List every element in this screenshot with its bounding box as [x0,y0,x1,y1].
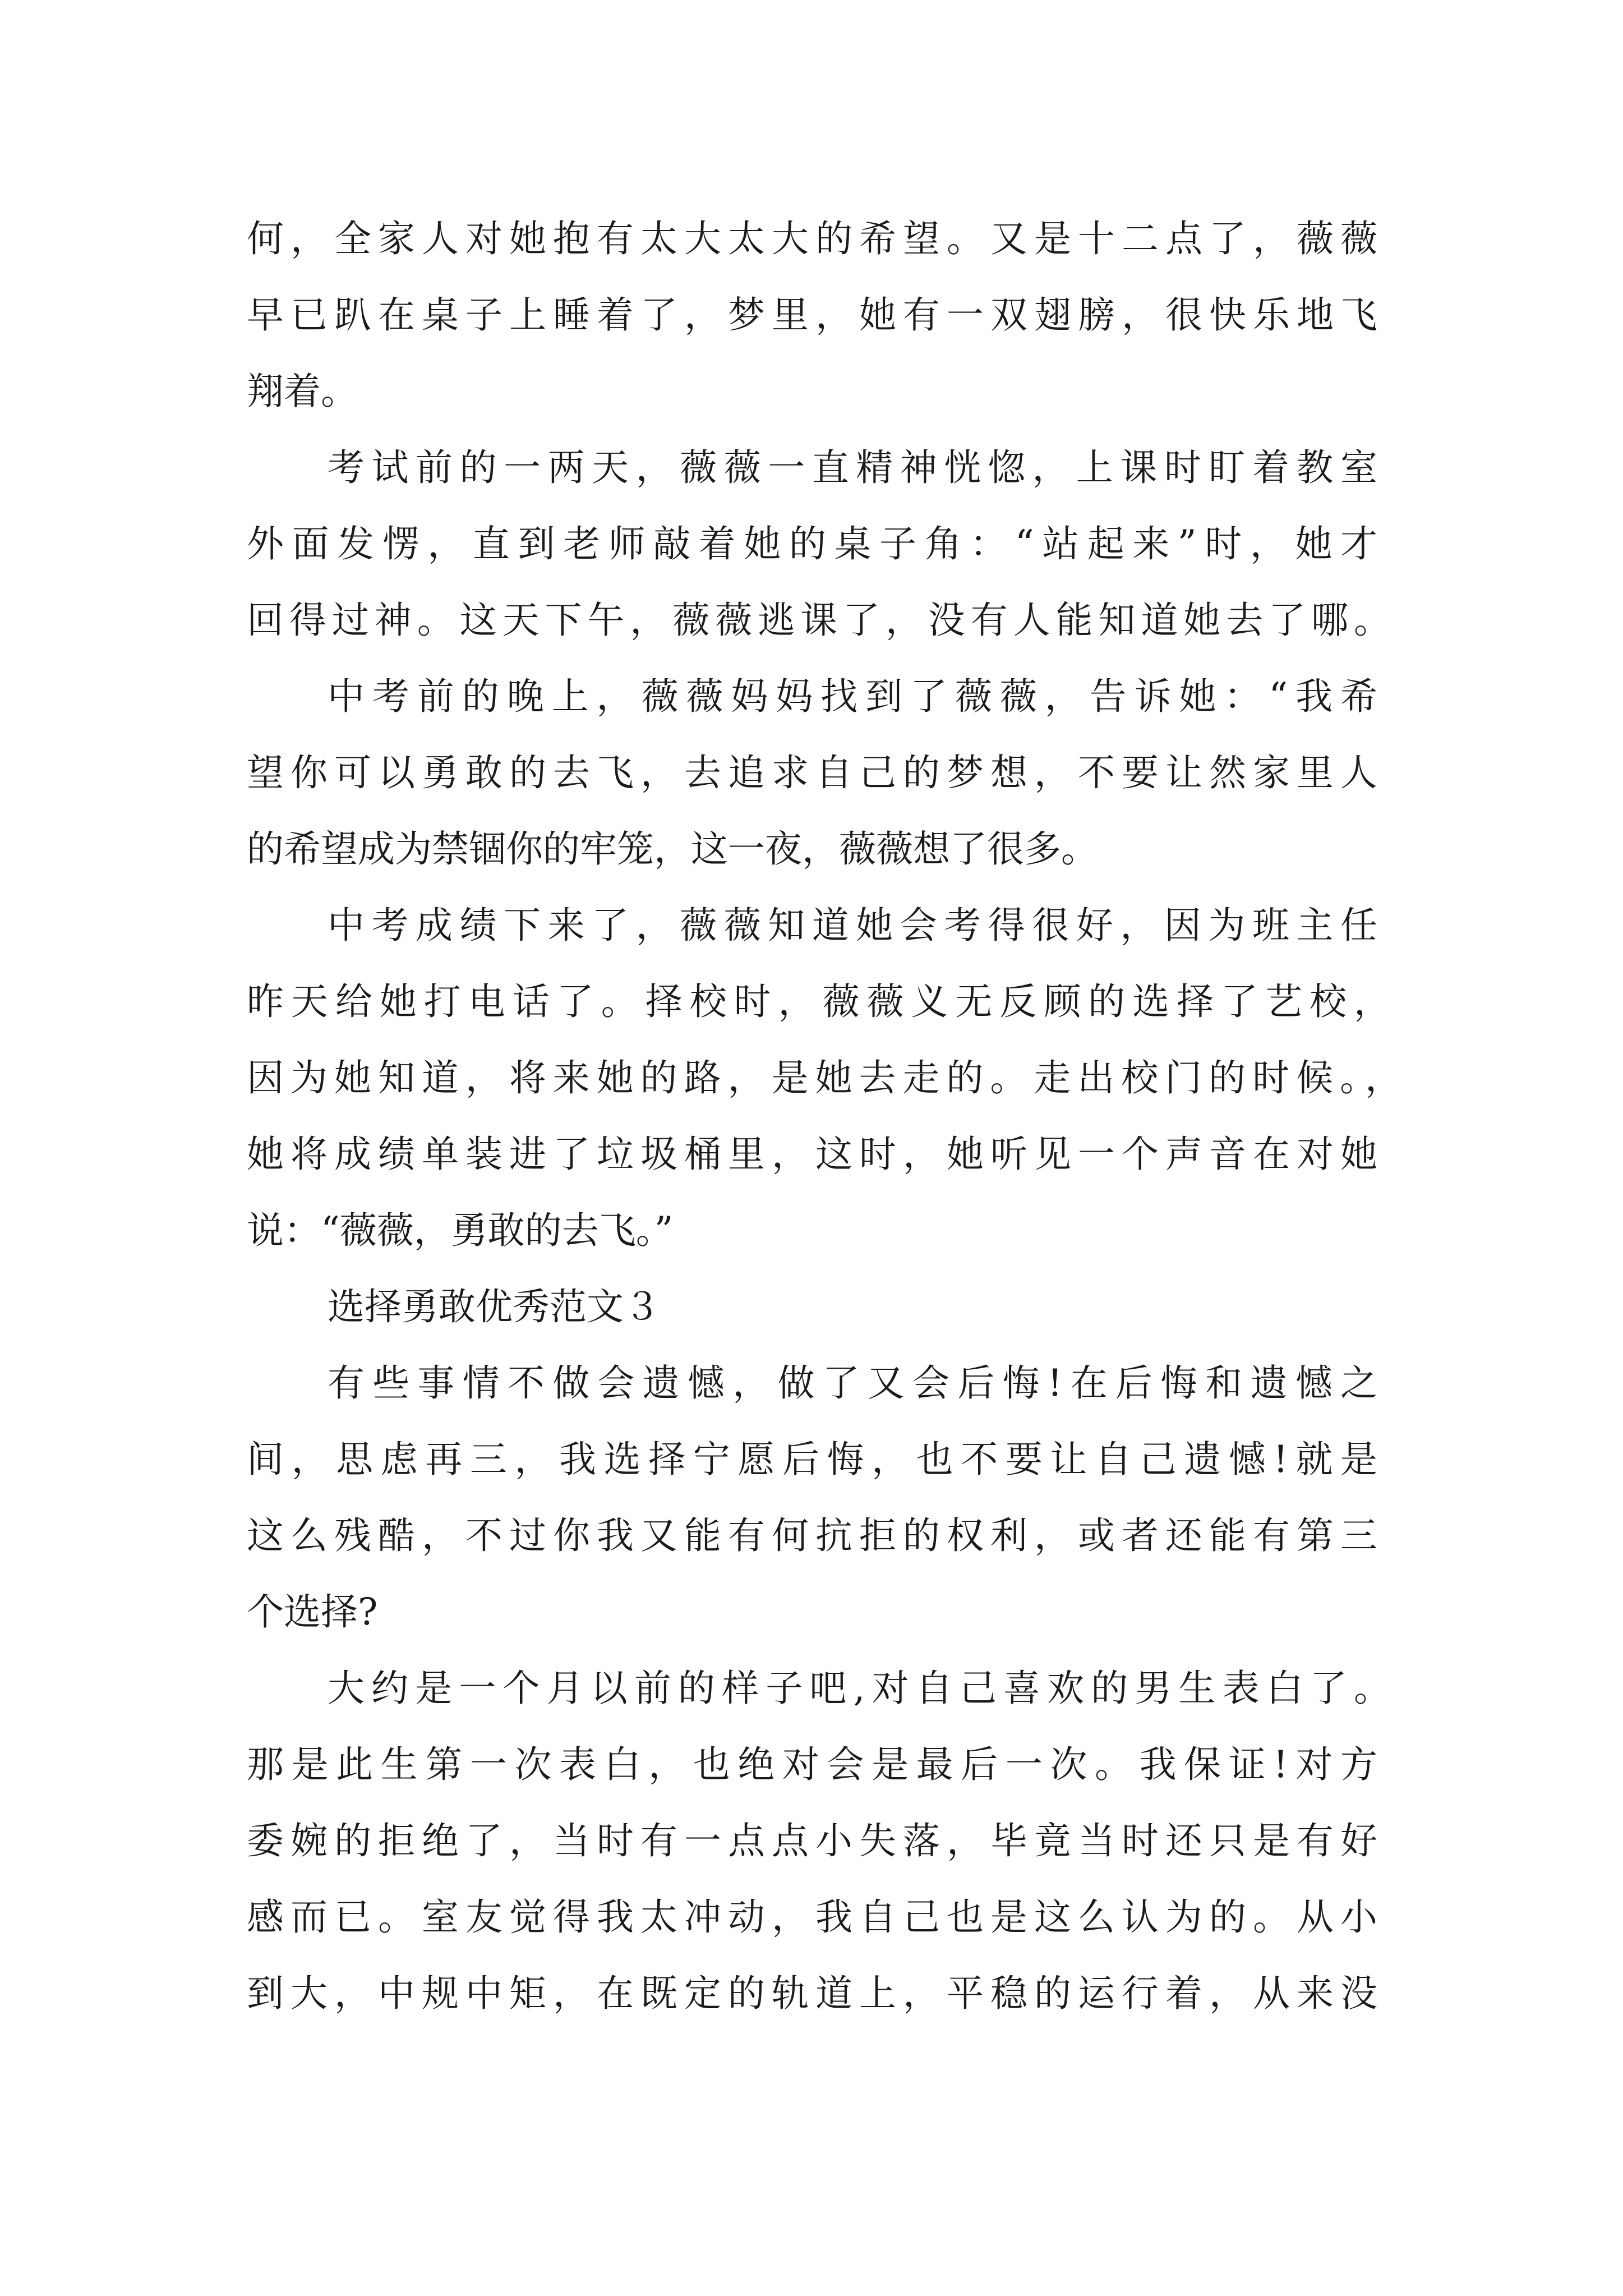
text-line: 到大，中规中矩，在既定的轨道上，平稳的运行着，从来没 [247,1972,1377,2015]
section-heading: 选择勇敢优秀范文３ [328,1285,661,1328]
text-line: 间，思虑再三，我选择宁愿后悔，也不要让自己遗憾!就是 [247,1438,1377,1481]
text-line: 那是此生第一次表白，也绝对会是最后一次。我保证!对方 [247,1743,1377,1786]
text-line: 中考成绩下来了，薇薇知道她会考得很好，因为班主任 [328,904,1377,947]
text-line: 何，全家人对她抱有太大太大的希望。又是十二点了，薇薇 [247,217,1377,260]
text-line: 个选择? [247,1590,378,1634]
text-line: 望你可以勇敢的去飞，去追求自己的梦想，不要让然家里人 [247,751,1377,794]
text-line: 回得过神。这天下午，薇薇逃课了，没有人能知道她去了哪。 [247,599,1391,642]
text-line: 有些事情不做会遗憾，做了又会后悔!在后悔和遗憾之 [328,1361,1377,1405]
text-line: 外面发愣，直到老师敲着她的桌子角：“站起来”时，她才 [247,522,1377,565]
text-line: 翔着。 [247,370,358,413]
text-line: 委婉的拒绝了，当时有一点点小失落，毕竟当时还只是有好 [247,1819,1377,1862]
text-line: 说：“薇薇，勇敢的去飞。” [247,1209,674,1252]
text-line: 她将成绩单装进了垃圾桶里，这时，她听见一个声音在对她 [247,1133,1377,1176]
text-line: 大约是一个月以前的样子吧,对自己喜欢的男生表白了。 [328,1667,1391,1710]
text-line: 昨天给她打电话了。择校时，薇薇义无反顾的选择了艺校， [247,980,1391,1023]
text-line: 的希望成为禁锢你的牢笼，这一夜，薇薇想了很多。 [247,827,1098,871]
text-line: 感而已。室友觉得我太冲动，我自己也是这么认为的。从小 [247,1895,1377,1939]
text-line: 考试前的一两天，薇薇一直精神恍惚，上课时盯着教室 [328,446,1377,489]
text-line: 这么残酷，不过你我又能有何抗拒的权利，或者还能有第三 [247,1514,1377,1557]
text-line: 早已趴在桌子上睡着了，梦里，她有一双翅膀，很快乐地飞 [247,293,1377,337]
text-line: 因为她知道，将来她的路，是她去走的。走出校门的时候。， [247,1056,1402,1099]
text-line: 中考前的晚上，薇薇妈妈找到了薇薇，告诉她：“我希 [328,675,1377,718]
